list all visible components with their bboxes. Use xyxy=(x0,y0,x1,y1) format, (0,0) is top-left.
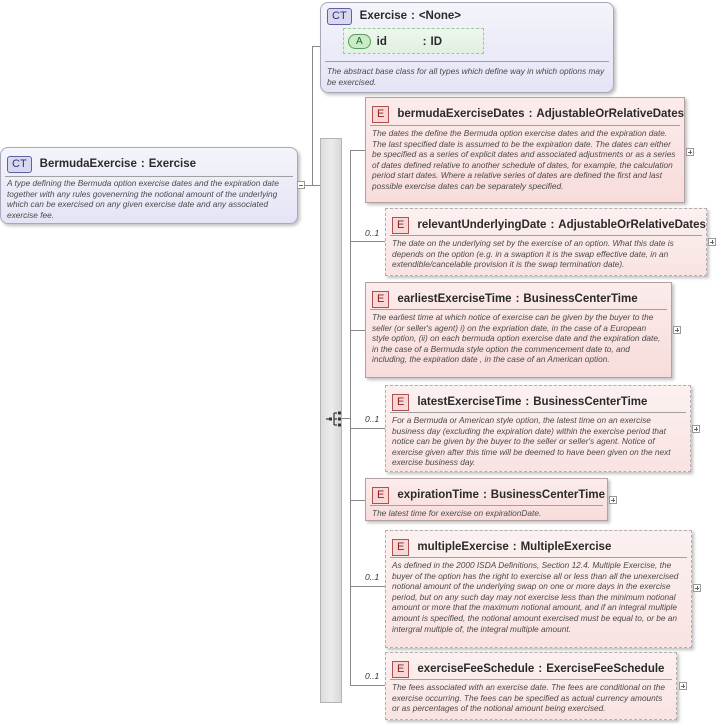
base-complex-type[interactable] xyxy=(320,2,614,93)
element-icon: E xyxy=(392,394,409,411)
element-icon: E xyxy=(392,539,409,556)
element-expirationTime[interactable] xyxy=(365,478,608,521)
element-documentation: The dates the define the Bermuda option exercise dates and the expiration date. The last specified date is assumed to be the expiration date. The dates can either be specified as a series of explicit dates and associated adjustments or as a series of dates defined relative to another schedule of dates, for example, the calculation period start dates. Where a relative series of dates are defined the first and last possible exercise dates can be separately specified. xyxy=(372,128,676,191)
connector-child-2 xyxy=(350,241,385,242)
element-separator: : xyxy=(512,541,517,553)
expand-toggle-relevantUnderlyingDate[interactable] xyxy=(708,238,716,246)
element-earliestExerciseTime[interactable] xyxy=(365,282,672,378)
sequence-icon xyxy=(325,410,345,428)
element-type: BusinessCenterTime xyxy=(490,489,605,501)
divider xyxy=(5,176,293,177)
expand-toggle-latestExerciseTime[interactable] xyxy=(692,425,700,433)
base-documentation: The abstract base class for all types which define way in which options may be exercised. xyxy=(327,66,605,87)
element-documentation: The date on the underlying set by the exercise of an option. What this date is depends on the option (e.g. in a swaption it is the swap effective date, in an extendible/cancelable provision it is the swap termination date). xyxy=(392,238,674,270)
root-documentation: A type defining the Bermuda option exercise dates and the expiration date together with any rules govenerning the notional amount of the underlying which can be exercised on any given exercise date and any associated exercise fee. xyxy=(7,178,279,220)
complex-type-icon: CT xyxy=(327,8,352,25)
connector-base-vertical xyxy=(312,46,313,186)
element-icon: E xyxy=(372,487,389,504)
expand-toggle-bermudaExerciseDates[interactable] xyxy=(686,148,694,156)
connector-base-horizontal xyxy=(312,46,320,47)
element-name: earliestExerciseTime xyxy=(397,293,512,305)
element-name: relevantUnderlyingDate xyxy=(417,219,547,231)
divider xyxy=(370,505,603,506)
divider xyxy=(390,557,687,558)
divider xyxy=(390,679,672,680)
element-name: multipleExercise xyxy=(417,541,509,553)
element-type: AdjustableOrRelativeDates xyxy=(558,219,706,231)
element-separator: : xyxy=(528,108,533,120)
occurrence-multipleExercise: 0..1 xyxy=(365,572,380,582)
complex-type-icon: CT xyxy=(7,156,32,173)
occurrence-latestExerciseTime: 0..1 xyxy=(365,414,380,424)
connector-child-7 xyxy=(350,685,385,686)
divider xyxy=(325,61,609,62)
expand-toggle-expirationTime[interactable] xyxy=(609,496,617,504)
connector-children-trunk xyxy=(350,150,351,685)
expand-toggle-multipleExercise[interactable] xyxy=(693,584,701,592)
element-documentation: The earliest time at which notice of exercise can be given by the buyer to the seller (or seller's agent) i) on the expriation date, in the case of a European style option, (ii) on each bermuda option exercise date and the expiration date, in the case of a Bermuda style option the commencement date to, and including, the expiration date , in the case of an American option. xyxy=(372,312,661,365)
element-name: bermudaExerciseDates xyxy=(397,108,525,120)
attribute-name: id xyxy=(376,35,387,48)
collapse-toggle-root[interactable] xyxy=(297,181,305,189)
element-multipleExercise[interactable] xyxy=(385,530,692,648)
base-separator: : xyxy=(411,10,415,22)
root-separator: : xyxy=(140,158,145,170)
element-exerciseFeeSchedule[interactable] xyxy=(385,652,677,720)
connector-seq-horizontal xyxy=(312,185,320,186)
occurrence-exerciseFeeSchedule: 0..1 xyxy=(365,671,380,681)
element-icon: E xyxy=(392,217,409,234)
element-type: MultipleExercise xyxy=(520,541,612,553)
expand-toggle-earliestExerciseTime[interactable] xyxy=(673,326,681,334)
element-documentation: For a Bermuda or American style option, the latest time on an exercise business day (excluding the expiration date) within the exercise period that notice can be given by the buyer to the seller or seller's agent. Notice of exercise given after this time will be deemed to have been given on the next exercise business day. xyxy=(392,415,671,468)
connector-child-1 xyxy=(350,150,365,151)
divider xyxy=(390,412,686,413)
element-separator: : xyxy=(525,396,530,408)
base-name: Exercise xyxy=(359,10,407,22)
divider xyxy=(390,235,702,236)
expand-toggle-exerciseFeeSchedule[interactable] xyxy=(679,682,687,690)
element-name: latestExerciseTime xyxy=(417,396,522,408)
element-icon: E xyxy=(372,106,389,123)
element-type: ExerciseFeeSchedule xyxy=(546,663,665,675)
element-type: BusinessCenterTime xyxy=(533,396,648,408)
divider xyxy=(370,309,667,310)
element-type: AdjustableOrRelativeDates xyxy=(536,108,685,120)
element-icon: E xyxy=(392,661,409,678)
element-latestExerciseTime[interactable] xyxy=(385,385,691,472)
element-icon: E xyxy=(372,291,389,308)
element-documentation: The fees associated with an exercise date. The fees are conditional on the exercise occurring. The fees can be specified as actual currency amounts or as percentages of the notional amount being exercised. xyxy=(392,682,666,714)
element-name: exerciseFeeSchedule xyxy=(417,663,535,675)
element-separator: : xyxy=(550,219,555,231)
element-type: BusinessCenterTime xyxy=(523,293,638,305)
element-documentation: As defined in the 2000 ISDA Definitions, Section 12.4. Multiple Exercise, the buyer of the option has the right to exercise all or less than all the unexercised notional amount of the underlying swap on one or more days in the exercise period, but on any such day may not exercise less than the minimum notional amount or more that the maximum notional amount, and if an integral multiple amount is specified, the notional amount exercised must be equal to, or be an intergral multiple of, the integral multiple amount. xyxy=(392,560,679,634)
element-separator: : xyxy=(482,489,487,501)
divider xyxy=(370,125,680,126)
element-documentation: The latest time for exercise on expirationDate. xyxy=(372,508,542,518)
connector-child-6 xyxy=(350,586,385,587)
element-bermudaExerciseDates[interactable] xyxy=(365,97,685,203)
element-relevantUnderlyingDate[interactable] xyxy=(385,208,707,276)
element-separator: : xyxy=(538,663,543,675)
root-name: BermudaExercise xyxy=(39,158,137,170)
root-complex-type[interactable] xyxy=(0,147,298,224)
attribute-type: ID xyxy=(430,35,443,48)
connector-child-4 xyxy=(350,428,385,429)
connector-child-3 xyxy=(350,330,365,331)
base-type: <None> xyxy=(418,10,462,22)
attribute-separator: : xyxy=(422,35,427,48)
attribute-id[interactable] xyxy=(343,28,484,54)
element-name: expirationTime xyxy=(397,489,479,501)
element-separator: : xyxy=(515,293,520,305)
attribute-icon: A xyxy=(348,34,371,49)
root-type: Exercise xyxy=(148,158,197,170)
connector-child-5 xyxy=(350,500,365,501)
occurrence-relevantUnderlyingDate: 0..1 xyxy=(365,228,380,238)
